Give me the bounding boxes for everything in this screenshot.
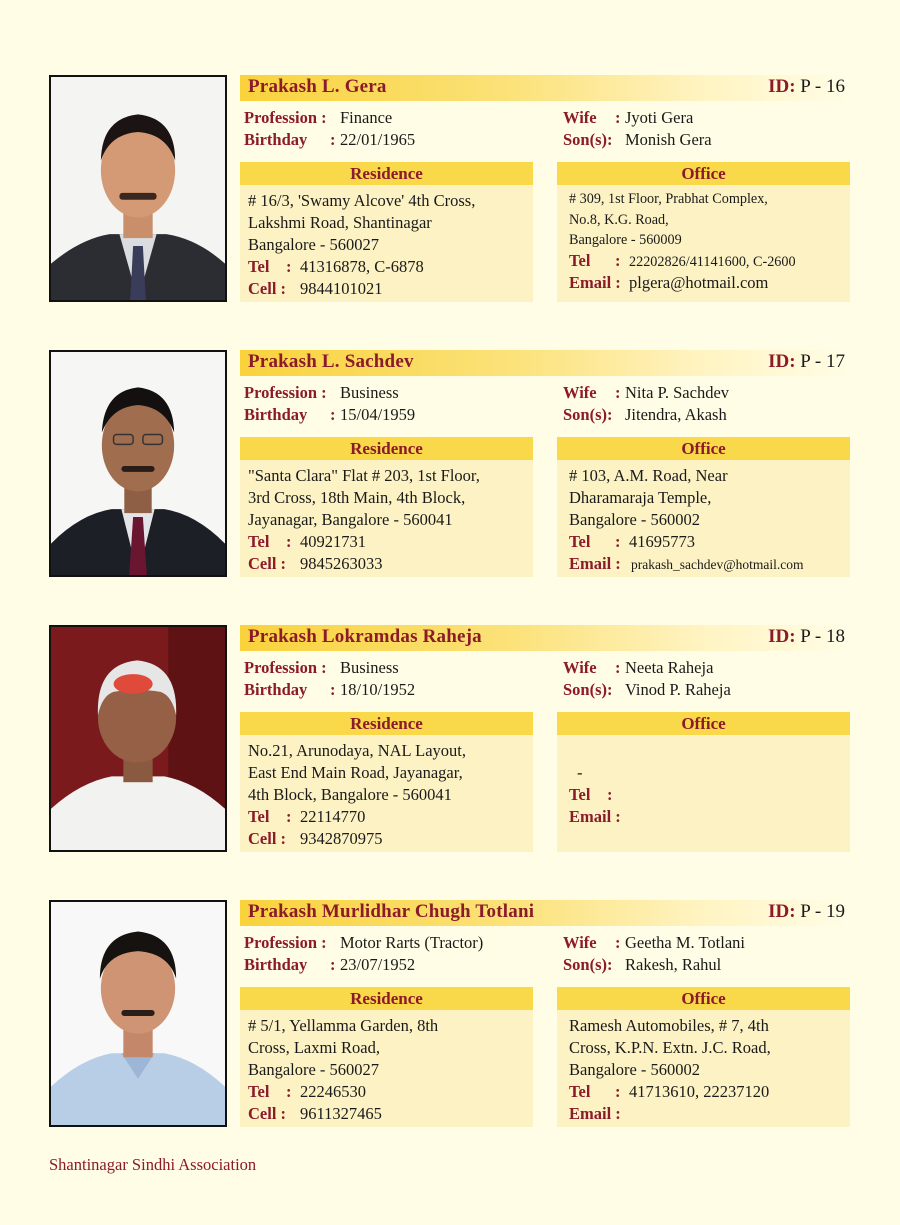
address-line: Lakshmi Road, Shantinagar xyxy=(248,213,432,232)
residence-details xyxy=(240,1010,533,1125)
wife-label: Wife xyxy=(563,658,597,677)
member-photo xyxy=(49,75,227,302)
residence-details xyxy=(240,735,533,850)
birthday-value: 15/04/1959 xyxy=(340,405,416,424)
tel-label: Tel xyxy=(569,1082,591,1101)
email-label: Email : xyxy=(569,1104,621,1123)
residence-panel xyxy=(240,712,533,852)
tel-value: 41695773 xyxy=(629,532,695,551)
wife-row xyxy=(563,657,713,679)
profession-value: Finance xyxy=(340,108,393,127)
email-label: Email : xyxy=(569,273,621,292)
cell-value: 9611327465 xyxy=(300,1104,382,1123)
wife-value: Neeta Raheja xyxy=(625,658,714,677)
office-panel xyxy=(557,712,850,852)
tel-value: 41316878, C-6878 xyxy=(300,257,424,276)
tel-colon: : xyxy=(286,532,292,551)
wife-label: Wife xyxy=(563,108,597,127)
cell-label: Cell : xyxy=(248,554,287,573)
address-line: Bangalore - 560002 xyxy=(569,1060,701,1079)
tel-label: Tel xyxy=(569,785,591,804)
profession-label: Profession : xyxy=(244,933,327,952)
address-line: Cross, K.P.N. Extn. J.C. Road, xyxy=(569,1038,771,1057)
birthday-row xyxy=(244,679,415,701)
email-row xyxy=(569,553,850,576)
wife-value: Nita P. Sachdev xyxy=(625,383,730,402)
office-details xyxy=(557,1010,850,1125)
footer-association-name: Shantinagar Sindhi Association xyxy=(49,1155,257,1174)
birthday-label: Birthday xyxy=(244,955,308,974)
wife-colon: : xyxy=(615,383,621,402)
birthday-value: 22/01/1965 xyxy=(340,130,416,149)
member-id xyxy=(768,626,845,648)
office-details xyxy=(557,185,850,294)
birthday-label: Birthday xyxy=(244,680,308,699)
office-heading: Office xyxy=(557,162,850,185)
tel-value: 41713610, 22237120 xyxy=(629,1082,770,1101)
tel-value: 22114770 xyxy=(300,807,366,826)
profession-row xyxy=(244,932,483,954)
tel-row xyxy=(248,1081,533,1103)
residence-heading: Residence xyxy=(240,987,533,1010)
profession-row xyxy=(244,382,399,404)
profession-label: Profession : xyxy=(244,658,327,677)
sons-value: Monish Gera xyxy=(625,130,712,149)
address-line: Bangalore - 560027 xyxy=(248,235,380,254)
sons-label: Son(s): xyxy=(563,130,613,149)
profession-label: Profession : xyxy=(244,383,327,402)
tel-colon: : xyxy=(615,1082,621,1101)
tel-row xyxy=(569,251,850,273)
address-line: Bangalore - 560027 xyxy=(248,1060,380,1079)
address-line: 3rd Cross, 18th Main, 4th Block, xyxy=(248,488,466,507)
residence-panel xyxy=(240,987,533,1127)
residence-details xyxy=(240,185,533,300)
profession-row xyxy=(244,107,392,129)
sons-row xyxy=(563,129,712,151)
birthday-value: 23/07/1952 xyxy=(340,955,416,974)
member-photo xyxy=(49,625,227,852)
residence-panel xyxy=(240,437,533,577)
tel-colon: : xyxy=(615,532,621,551)
email-row xyxy=(569,806,850,828)
member-name: Prakash Lokramdas Raheja xyxy=(248,626,482,647)
office-details xyxy=(557,735,850,828)
office-details xyxy=(557,460,850,576)
cell-row xyxy=(248,1103,533,1125)
tel-label: Tel xyxy=(569,250,591,270)
wife-row xyxy=(563,107,693,129)
name-bar xyxy=(240,75,850,101)
name-bar xyxy=(240,625,850,651)
sons-row xyxy=(563,954,721,976)
id-value: P - 19 xyxy=(800,901,845,922)
id-value: P - 17 xyxy=(800,351,845,372)
sons-row xyxy=(563,404,727,426)
profession-value: Business xyxy=(340,658,399,677)
member-name: Prakash L. Sachdev xyxy=(248,351,414,372)
sons-value: Vinod P. Raheja xyxy=(625,680,731,699)
tel-label: Tel xyxy=(569,532,591,551)
member-id xyxy=(768,901,845,923)
id-label: ID: xyxy=(768,76,796,97)
wife-value: Jyoti Gera xyxy=(625,108,694,127)
residence-heading: Residence xyxy=(240,437,533,460)
office-heading: Office xyxy=(557,987,850,1010)
cell-label: Cell : xyxy=(248,1104,287,1123)
id-value: P - 18 xyxy=(800,626,845,647)
cell-value: 9845263033 xyxy=(300,554,383,573)
cell-label: Cell : xyxy=(248,829,287,848)
address-line: Ramesh Automobiles, # 7, 4th xyxy=(569,1016,769,1035)
tel-label: Tel xyxy=(248,1082,270,1101)
tel-row xyxy=(248,806,533,828)
sons-label: Son(s): xyxy=(563,680,613,699)
address-line: Bangalore - 560009 xyxy=(569,232,682,248)
cell-value: 9844101021 xyxy=(300,279,383,298)
address-line: # 309, 1st Floor, Prabhat Complex, xyxy=(569,191,768,207)
birthday-value: 18/10/1952 xyxy=(340,680,416,699)
email-label: Email : xyxy=(569,807,621,826)
tel-row xyxy=(248,531,533,553)
wife-colon: : xyxy=(615,658,621,677)
member-card-p18 xyxy=(0,625,900,855)
address-line: Dharamaraja Temple, xyxy=(569,488,712,507)
office-panel xyxy=(557,987,850,1127)
tel-colon: : xyxy=(286,257,292,276)
id-label: ID: xyxy=(768,351,796,372)
tel-row xyxy=(569,531,850,553)
birthday-colon: : xyxy=(330,680,336,699)
address-line: "Santa Clara" Flat # 203, 1st Floor, xyxy=(248,466,480,485)
tel-colon: : xyxy=(286,807,292,826)
member-card-p16 xyxy=(0,75,900,305)
profession-value: Motor Rarts (Tractor) xyxy=(340,933,484,952)
birthday-colon: : xyxy=(330,405,336,424)
birthday-label: Birthday xyxy=(244,130,308,149)
sons-value: Jitendra, Akash xyxy=(625,405,727,424)
address-line: Cross, Laxmi Road, xyxy=(248,1038,380,1057)
address-line: Jayanagar, Bangalore - 560041 xyxy=(248,510,453,529)
tel-value: 22246530 xyxy=(300,1082,366,1101)
id-value: P - 16 xyxy=(800,76,845,97)
wife-value: Geetha M. Totlani xyxy=(625,933,745,952)
email-label: Email : xyxy=(569,554,621,573)
address-line: No.21, Arunodaya, NAL Layout, xyxy=(248,741,466,760)
birthday-row xyxy=(244,954,415,976)
birthday-colon: : xyxy=(330,955,336,974)
tel-row xyxy=(569,784,850,806)
office-heading: Office xyxy=(557,712,850,735)
member-name: Prakash L. Gera xyxy=(248,76,387,97)
wife-label: Wife xyxy=(563,933,597,952)
wife-colon: : xyxy=(615,933,621,952)
address-line: No.8, K.G. Road, xyxy=(569,211,669,228)
address-line xyxy=(569,740,850,762)
cell-value: 9342870975 xyxy=(300,829,383,848)
member-card-p19 xyxy=(0,900,900,1130)
tel-row xyxy=(569,1081,850,1103)
address-line: # 16/3, 'Swamy Alcove' 4th Cross, xyxy=(248,191,476,210)
wife-row xyxy=(563,932,745,954)
address-line: 4th Block, Bangalore - 560041 xyxy=(248,785,452,804)
member-card-p17 xyxy=(0,350,900,580)
id-label: ID: xyxy=(768,901,796,922)
profession-row xyxy=(244,657,399,679)
residence-details xyxy=(240,460,533,575)
tel-label: Tel xyxy=(248,257,270,276)
tel-value: 40921731 xyxy=(300,532,366,551)
profession-value: Business xyxy=(340,383,399,402)
birthday-row xyxy=(244,129,415,151)
email-row xyxy=(569,1103,850,1125)
profession-label: Profession : xyxy=(244,108,327,127)
birthday-colon: : xyxy=(330,130,336,149)
id-label: ID: xyxy=(768,626,796,647)
cell-label: Cell : xyxy=(248,279,287,298)
name-bar xyxy=(240,350,850,376)
tel-colon: : xyxy=(286,1082,292,1101)
address-line: - xyxy=(577,763,583,782)
tel-value: 22202826/41141600, C-2600 xyxy=(629,253,796,270)
sons-value: Rakesh, Rahul xyxy=(625,955,722,974)
tel-row xyxy=(248,256,533,278)
address-line: East End Main Road, Jayanagar, xyxy=(248,763,463,782)
address-line: # 5/1, Yellamma Garden, 8th xyxy=(248,1016,439,1035)
cell-row xyxy=(248,553,533,575)
member-photo xyxy=(49,350,227,577)
sons-row xyxy=(563,679,731,701)
birthday-label: Birthday xyxy=(244,405,308,424)
residence-panel xyxy=(240,162,533,302)
member-id xyxy=(768,76,845,98)
sons-label: Son(s): xyxy=(563,955,613,974)
tel-colon: : xyxy=(615,250,621,270)
cell-row xyxy=(248,828,533,850)
name-bar xyxy=(240,900,850,926)
tel-label: Tel xyxy=(248,807,270,826)
residence-heading: Residence xyxy=(240,162,533,185)
sons-label: Son(s): xyxy=(563,405,613,424)
residence-heading: Residence xyxy=(240,712,533,735)
member-photo xyxy=(49,900,227,1127)
cell-row xyxy=(248,278,533,300)
tel-label: Tel xyxy=(248,532,270,551)
wife-row xyxy=(563,382,729,404)
email-value: plgera@hotmail.com xyxy=(629,273,769,292)
email-row xyxy=(569,272,850,294)
address-line: Bangalore - 560002 xyxy=(569,510,701,529)
member-id xyxy=(768,351,845,373)
member-name: Prakash Murlidhar Chugh Totlani xyxy=(248,901,535,922)
office-panel xyxy=(557,162,850,302)
tel-colon: : xyxy=(607,785,613,804)
office-heading: Office xyxy=(557,437,850,460)
wife-colon: : xyxy=(615,108,621,127)
birthday-row xyxy=(244,404,415,426)
address-line: # 103, A.M. Road, Near xyxy=(569,466,728,485)
email-value: prakash_sachdev@hotmail.com xyxy=(631,557,804,572)
office-panel xyxy=(557,437,850,577)
wife-label: Wife xyxy=(563,383,597,402)
